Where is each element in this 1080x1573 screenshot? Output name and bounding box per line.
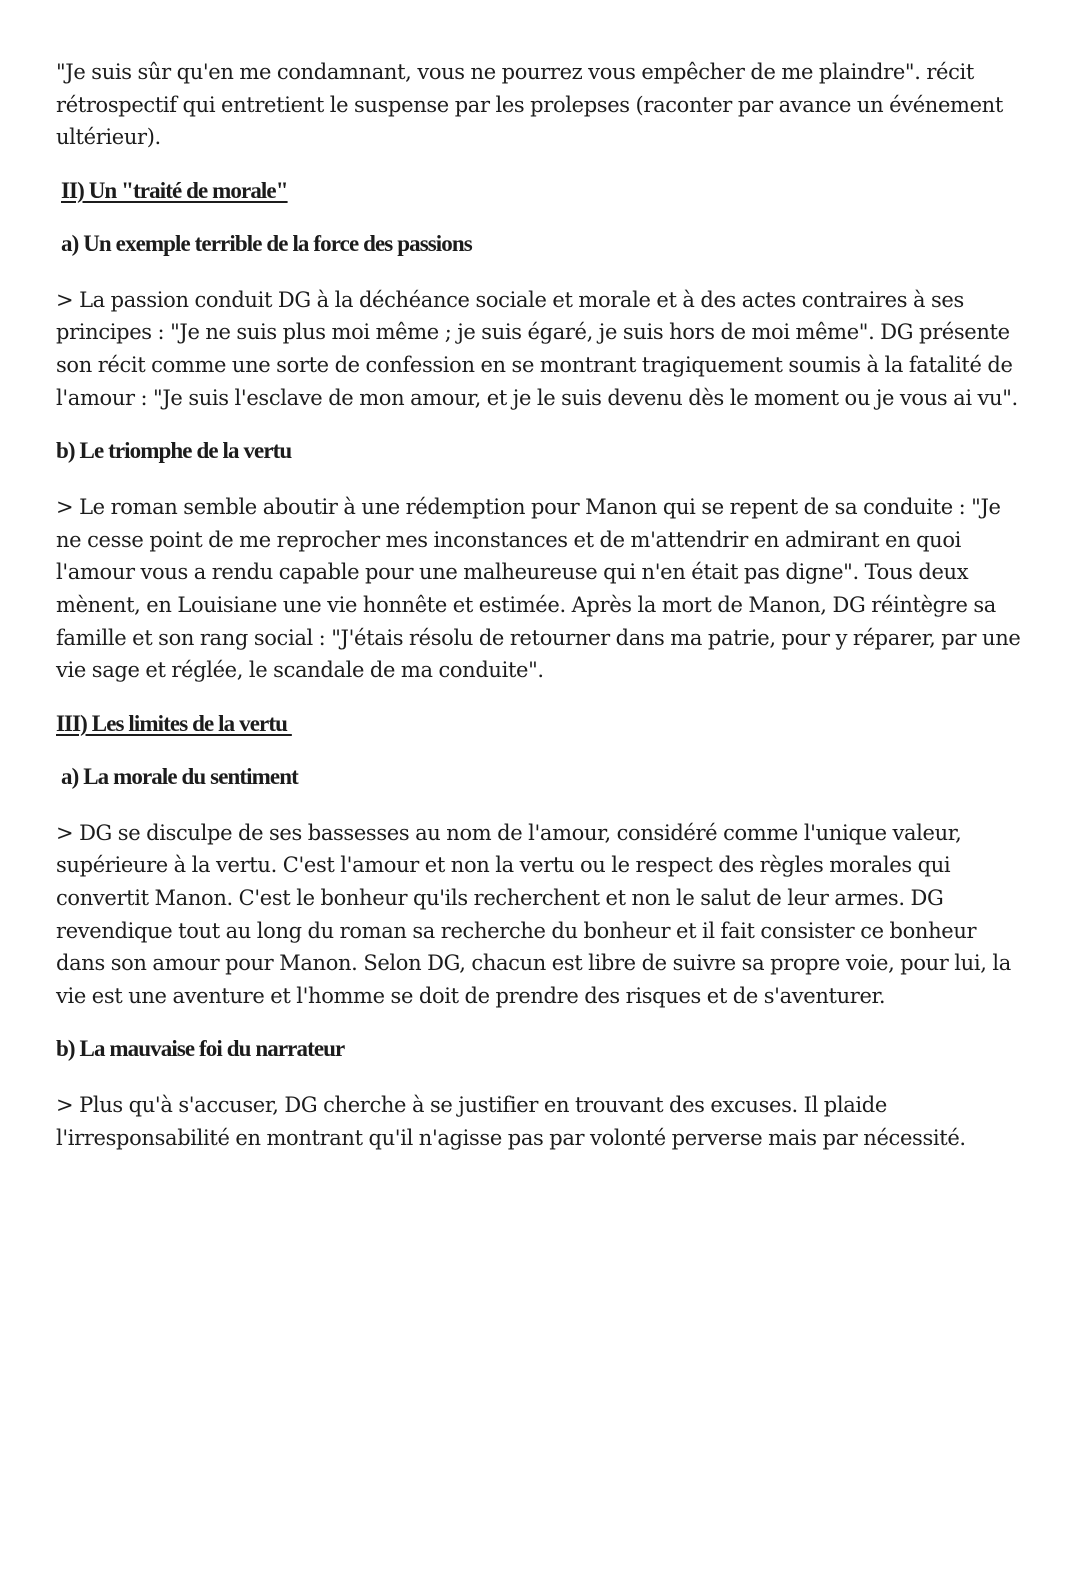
- document-body: [56, 56, 1028, 1154]
- subsection-heading-3a: a) La morale du sentiment: [61, 763, 298, 789]
- subsection-text-2b: > Le roman semble aboutir à une rédemption pour Manon qui se repent de sa conduite : "Je ne cesse point de me reprocher mes inconstances et de m'attendrir en admirant en quoi l'amour vous a rendu capable pour une malheureuse qui n'en était pas digne". Tous deux mènent, en Louisiane une vie honnête et estimée. Après la mort de Manon, DG réintègre sa famille et son rang social : "J'étais résolu de retourner dans ma patrie, pour y réparer, par une vie sage et réglée, le scandale de ma conduite".: [56, 495, 1021, 683]
- section-heading-2: II) Un "traité de morale": [61, 177, 288, 203]
- subsection-heading-2a: a) Un exemple terrible de la force des passions: [61, 230, 472, 256]
- subsection-text-3b: > Plus qu'à s'accuser, DG cherche à se justifier en trouvant des excuses. Il plaide l'irresponsabilité en montrant qu'il n'agisse pas par volonté perverse mais par nécessité.: [56, 1093, 966, 1150]
- subsection-heading-2b: b) Le triomphe de la vertu: [56, 438, 292, 464]
- intro-paragraph: "Je suis sûr qu'en me condamnant, vous ne pourrez vous empêcher de me plaindre". récit rétrospectif qui entretient le suspense par les prolepses (raconter par avance un événement ultérieur).: [56, 60, 1003, 150]
- subsection-text-2a: > La passion conduit DG à la déchéance sociale et morale et à des actes contraires à ses principes : "Je ne suis plus moi même ; je suis égaré, je suis hors de moi même". DG présente son récit comme une sorte de confession en se montrant tragiquement soumis à la fatalité de l'amour : "Je suis l'esclave de mon amour, et je le suis devenu dès le moment ou je vous ai vu".: [56, 287, 1018, 410]
- section-heading-3: III) Les limites de la vertu: [56, 710, 292, 736]
- subsection-heading-3b: b) La mauvaise foi du narrateur: [56, 1036, 345, 1062]
- subsection-text-3a: > DG se disculpe de ses bassesses au nom de l'amour, considéré comme l'unique valeur, supérieure à la vertu. C'est l'amour et non la vertu ou le respect des règles morales qui convertit Manon. C'est le bonheur qu'ils recherchent et non le salut de leur armes. DG revendique tout au long du roman sa recherche du bonheur et il fait consister ce bonheur dans son amour pour Manon. Selon DG, chacun est libre de suivre sa propre voie, pour lui, la vie est une aventure et l'homme se doit de prendre des risques et de s'aventurer.: [56, 820, 1011, 1008]
